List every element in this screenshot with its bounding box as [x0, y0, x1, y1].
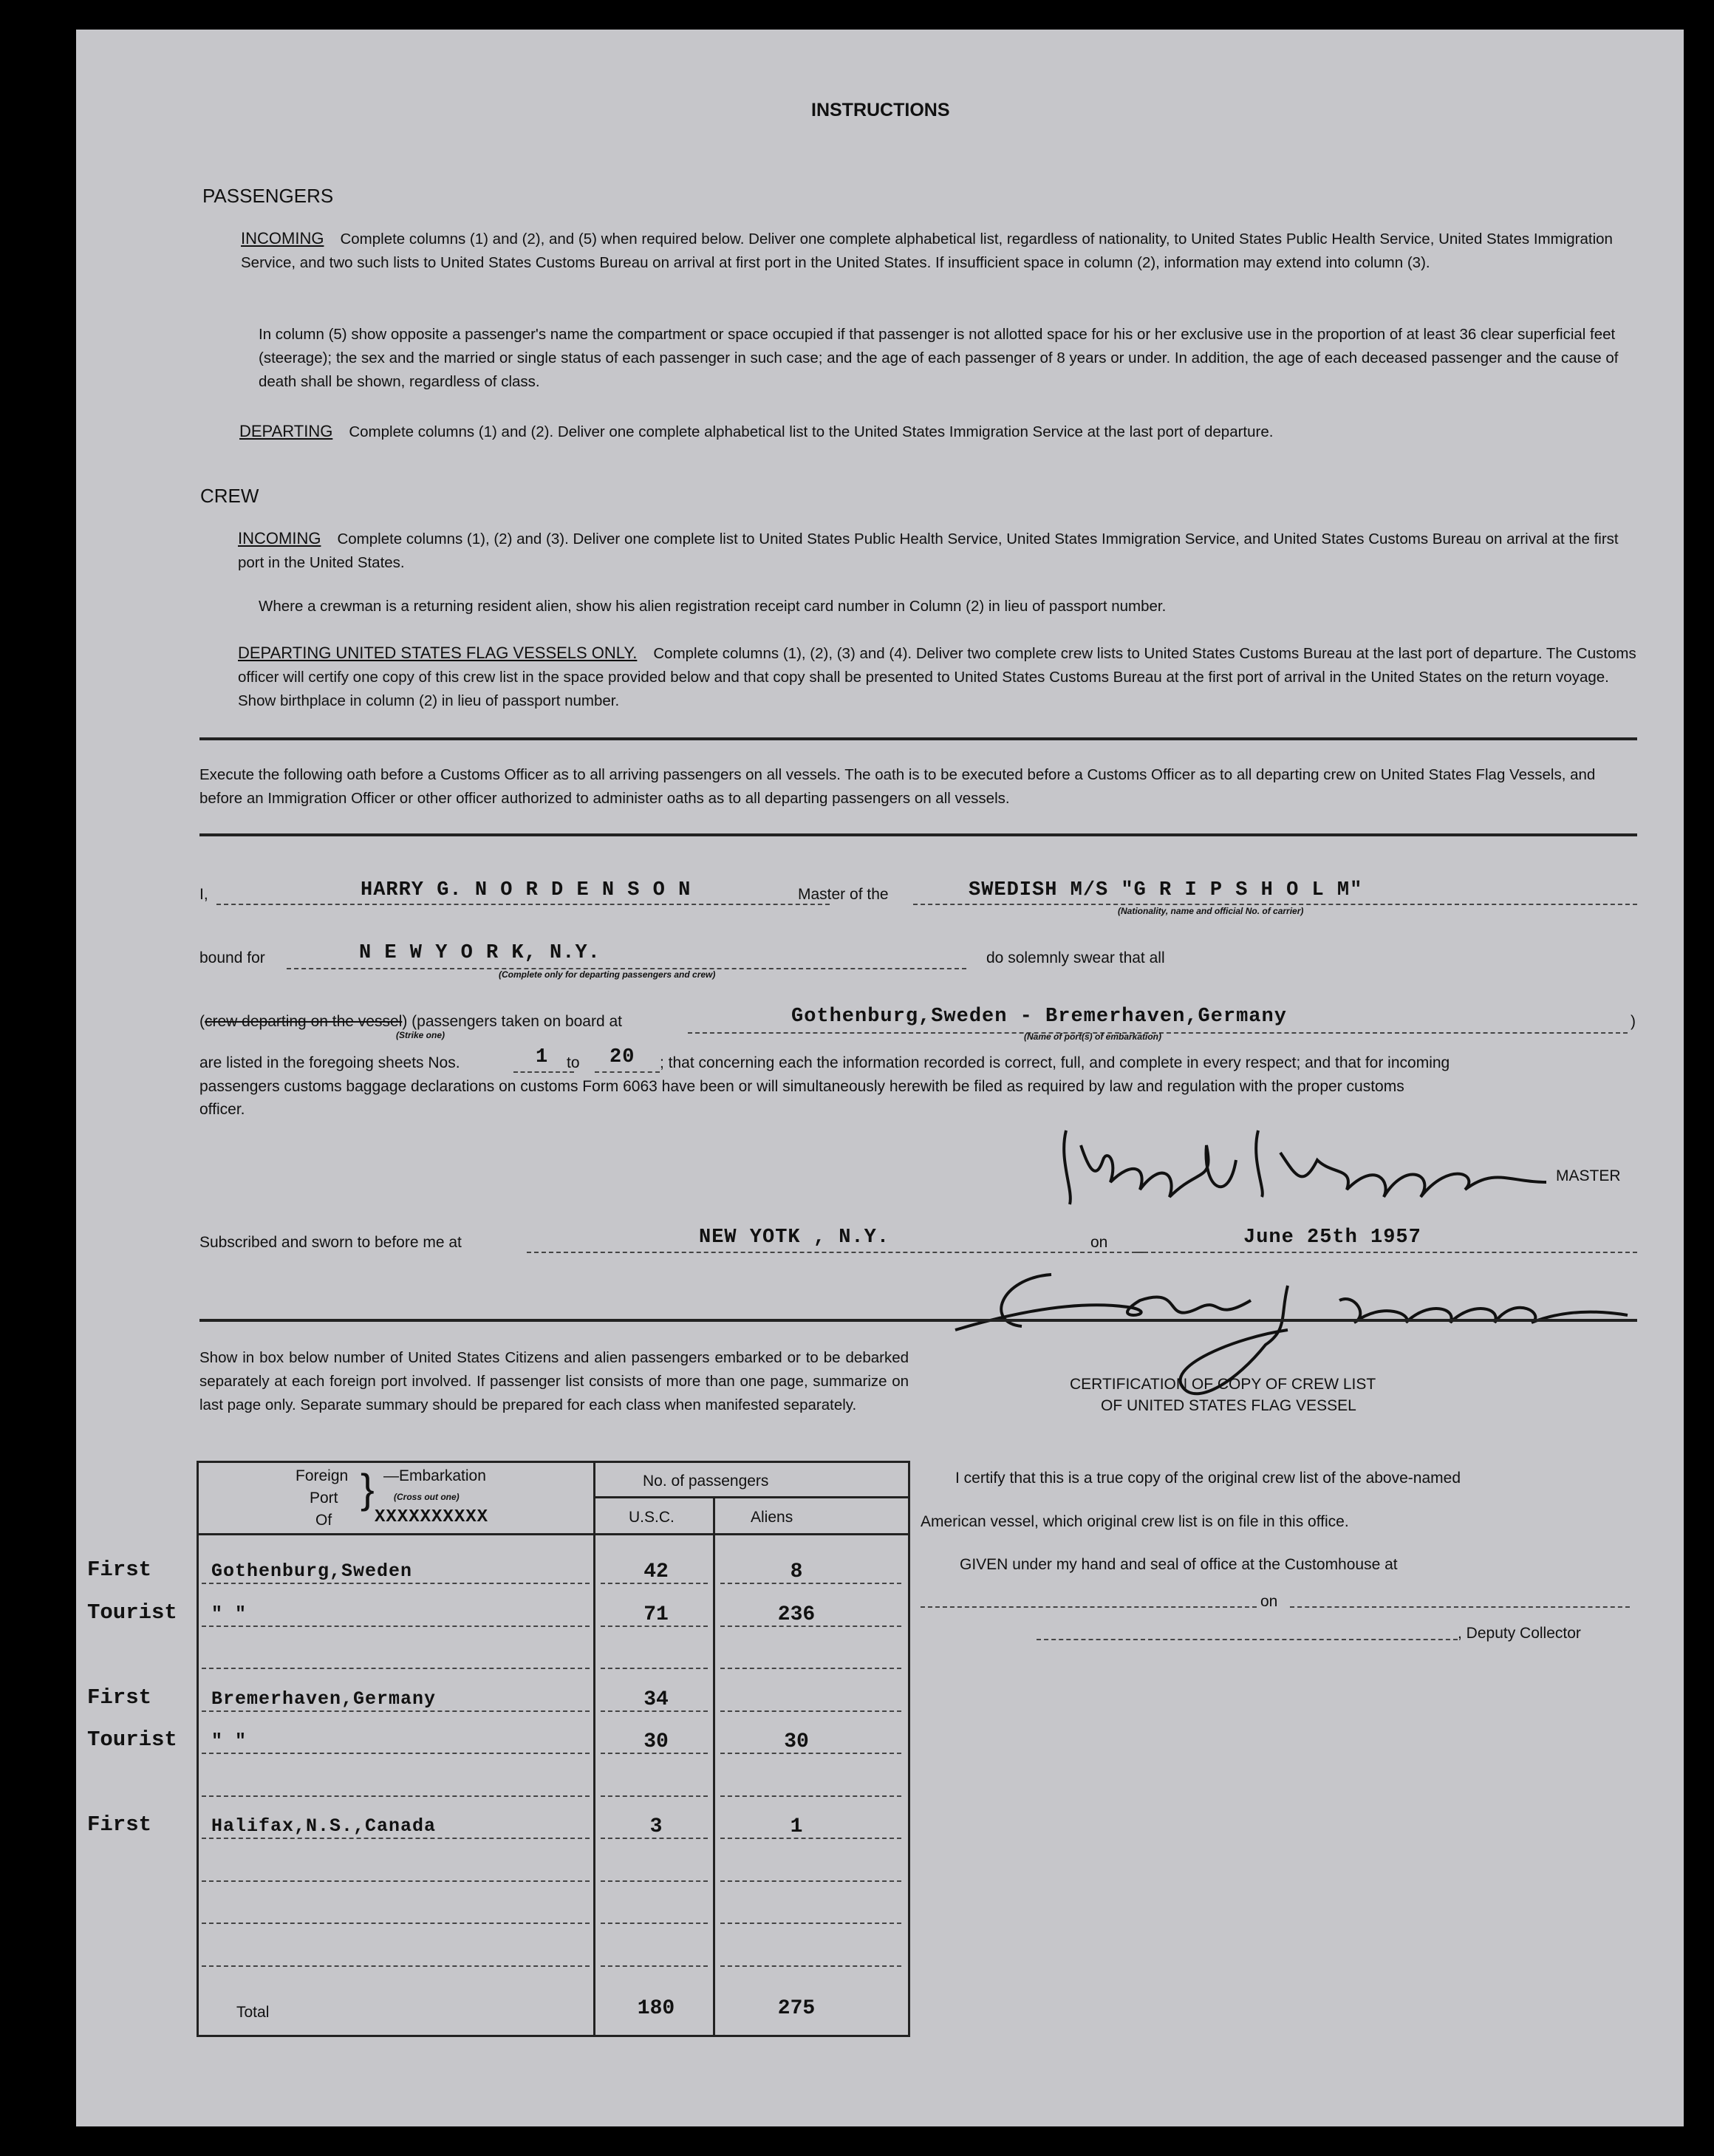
form-sheet: [76, 30, 1684, 2126]
sworn-on-label: on: [1090, 1234, 1108, 1251]
destination: N E W Y O R K, N.Y.: [359, 942, 601, 964]
section-divider: [199, 833, 1637, 836]
deputy-label: , Deputy Collector: [1458, 1625, 1581, 1642]
vessel-name: SWEDISH M/S "G R I P S H O L M": [969, 879, 1363, 901]
swear-text: do solemnly swear that all: [986, 949, 1165, 966]
header-crossout: (Cross out one): [394, 1492, 460, 1502]
row-usc: 3: [649, 1815, 663, 1838]
crew-departing-struck: crew departing on the vessel: [205, 1013, 403, 1030]
close-paren: ): [1631, 1013, 1636, 1030]
vessel-line: [913, 904, 1637, 905]
certification-heading-2: OF UNITED STATES FLAG VESSEL: [1101, 1397, 1356, 1414]
row-line: [601, 1965, 708, 1967]
sheet-to-line: [595, 1071, 660, 1073]
table-subheader-divider: [593, 1496, 908, 1498]
row-line: [202, 1583, 590, 1584]
row-line: [720, 1668, 901, 1669]
header-embarkation: —Embarkation: [383, 1467, 486, 1484]
listed-rest-2: passengers customs baggage declarations on customs Form 6063 have been or will simultaneously herewith be filed as required by law and regulation with the proper customs: [199, 1078, 1404, 1095]
vessel-caption: (Nationality, name and official No. of carrier): [1118, 906, 1304, 916]
header-brace: }: [361, 1465, 375, 1512]
sheet-from-line: [513, 1071, 574, 1073]
passengers-incoming-text: Complete columns (1) and (2), and (5) when required below. Deliver one complete alphabetical list, regardless of nationality, to United States Public Health Service, United States Immigration Service, and two such lists to United States Customs Bureau on arrival at first port in the United States. If insufficient space in column (2), information may extend into column (3).: [241, 231, 1613, 271]
passengers-incoming-label: INCOMING: [241, 229, 324, 248]
deputy-line: [1037, 1639, 1458, 1640]
total-aliens: 275: [777, 1997, 816, 2020]
row-line: [601, 1795, 708, 1797]
passengers-departing-paragraph: [239, 420, 1636, 444]
row-port: Halifax,N.S.,Canada: [211, 1815, 437, 1837]
row-line: [202, 1625, 590, 1627]
embarkation-ports: Gothenburg,Sweden - Bremerhaven,Germany: [791, 1006, 1287, 1028]
strike-options: (crew departing on the vessel) (passengers taken on board at: [199, 1013, 623, 1030]
row-line: [202, 1710, 590, 1712]
passengers-departing-label: DEPARTING: [239, 422, 333, 440]
oath-i-label: I,: [199, 886, 208, 903]
row-port: " ": [211, 1603, 247, 1625]
listed-label: are listed in the foregoing sheets Nos.: [199, 1054, 460, 1071]
row-line: [202, 1880, 590, 1882]
row-line: [601, 1880, 708, 1882]
row-usc: 71: [643, 1603, 669, 1626]
customhouse-line: [921, 1606, 1257, 1608]
row-line: [202, 1838, 590, 1839]
row-usc: 42: [643, 1560, 669, 1583]
passengers-taken-label: ) (passengers taken on board at: [402, 1013, 623, 1030]
sworn-date: June 25th 1957: [1243, 1227, 1421, 1249]
row-port: Gothenburg,Sweden: [211, 1560, 413, 1582]
sheet-from: 1: [536, 1046, 549, 1068]
strike-caption: (Strike one): [396, 1030, 445, 1040]
row-class: Tourist: [87, 1727, 177, 1752]
certification-date-line: [1290, 1606, 1630, 1608]
total-usc: 180: [637, 1997, 675, 2020]
passengers-departing-text: Complete columns (1) and (2). Deliver one complete alphabetical list to the United States Immigration Service at the last port of departure.: [349, 423, 1274, 440]
listed-rest-1: ; that concerning each the information recorded is correct, full, and complete in every respect; and that for incoming: [660, 1054, 1450, 1071]
row-aliens: 8: [790, 1560, 803, 1583]
crew-alien-paragraph: Where a crewman is a returning resident alien, show his alien registration receipt card number in Column (2) in lieu of passport number.: [259, 598, 1167, 615]
crew-incoming-label: INCOMING: [238, 529, 321, 547]
destination-caption: (Complete only for departing passengers and crew): [499, 969, 716, 980]
table-col-divider: [593, 1463, 595, 2035]
row-line: [202, 1668, 590, 1669]
row-usc: 34: [643, 1688, 669, 1711]
sworn-place: NEW YOTK , N.Y.: [699, 1227, 890, 1249]
ports-caption: (Name of port(s) of embarkation): [1024, 1031, 1162, 1042]
row-line: [720, 1923, 901, 1924]
passengers-incoming-paragraph: [241, 227, 1637, 275]
certification-line-2: American vessel, which original crew list is on file in this office.: [921, 1513, 1349, 1530]
listed-rest-3: officer.: [199, 1101, 245, 1118]
passengers-heading: PASSENGERS: [202, 185, 334, 207]
header-port: Port: [310, 1490, 338, 1507]
header-no-passengers: No. of passengers: [643, 1473, 769, 1490]
row-line: [601, 1923, 708, 1924]
crew-departing-text: Complete columns (1), (2), (3) and (4). Deliver two complete crew lists to United States Customs Bureau at the last port of departure. The Customs officer will certify one copy of this crew list in the space provided below and that copy shall be presented to United States Customs Bureau at the first port of arrival in the United States on the return voyage. Show birthplace in column (2) in lieu of passport number.: [238, 645, 1636, 709]
row-line: [720, 1710, 901, 1712]
header-debarkation-crossed: XXXXXXXXXX: [375, 1507, 489, 1527]
row-aliens: 1: [790, 1815, 803, 1838]
master-of-label: Master of the: [798, 886, 889, 903]
sworn-place-line: [527, 1252, 1144, 1253]
row-line: [601, 1668, 708, 1669]
header-foreign: Foreign: [296, 1467, 349, 1484]
sworn-date-line: [1136, 1252, 1637, 1253]
certification-on-label: on: [1260, 1593, 1278, 1610]
master-name-line: [216, 904, 830, 905]
oath-intro: Execute the following oath before a Customs Officer as to all arriving passengers on all vessels. The oath is to be executed before a Customs Officer as to all departing crew on United States Flag Vessels, and before an Immigration Officer or other officer authorized to administer oaths as to all departing passengers on all vessels.: [199, 766, 1596, 807]
sheet-to: 20: [610, 1046, 635, 1068]
row-class: First: [87, 1558, 152, 1582]
row-class: First: [87, 1812, 152, 1837]
row-class: Tourist: [87, 1600, 177, 1625]
total-label: Total: [236, 2004, 270, 2021]
header-aliens: Aliens: [751, 1509, 793, 1526]
row-line: [720, 1965, 901, 1967]
crew-departing-label: DEPARTING UNITED STATES FLAG VESSELS ONLY.: [238, 644, 638, 662]
row-port: " ": [211, 1730, 247, 1752]
to-label: to: [567, 1054, 580, 1071]
section-divider: [199, 1319, 1637, 1322]
row-aliens: 236: [777, 1603, 816, 1626]
header-usc: U.S.C.: [629, 1509, 675, 1526]
row-line: [202, 1965, 590, 1967]
certification-heading-1: CERTIFICATION OF COPY OF CREW LIST: [1070, 1376, 1376, 1393]
master-name: HARRY G. N O R D E N S O N: [361, 879, 692, 901]
header-of: Of: [315, 1512, 332, 1529]
table-col-divider: [713, 1498, 715, 2035]
summary-instructions: Show in box below number of United States Citizens and alien passengers embarked or to be debarked separately at each foreign port involved. If passenger list consists of more than one page, summarize on last page only. Separate summary should be prepared for each class when manifested separately.: [199, 1349, 909, 1413]
crew-departing-paragraph: [238, 641, 1637, 713]
row-line: [202, 1923, 590, 1924]
master-signature-label: MASTER: [1556, 1167, 1621, 1184]
certification-line-3: GIVEN under my hand and seal of office at the Customhouse at: [960, 1556, 1398, 1573]
crew-heading: CREW: [200, 485, 259, 507]
row-class: First: [87, 1685, 152, 1710]
certification-line-1: I certify that this is a true copy of the original crew list of the above-named: [955, 1470, 1461, 1487]
crew-incoming-text: Complete columns (1), (2) and (3). Deliver one complete list to United States Public Health Service, United States Immigration Service, and United States Customs Bureau on arrival at the first port in the United States.: [238, 531, 1619, 571]
passengers-column5-paragraph: In column (5) show opposite a passenger's name the compartment or space occupied if that passenger is not allotted space for his or her exclusive use in the proportion of at least 36 clear superficial feet (steerage); the sex and the married or single status of each passenger in such case; and the age of each passenger of 8 years or under. In addition, the age of each deceased passenger and the cause of death shall be shown, regardless of class.: [259, 326, 1619, 390]
table-header-divider: [199, 1533, 908, 1535]
bound-label: bound for: [199, 949, 265, 966]
page-title: INSTRUCTIONS: [811, 100, 950, 120]
row-line: [202, 1753, 590, 1754]
row-aliens: 30: [784, 1730, 809, 1753]
row-line: [720, 1880, 901, 1882]
master-signature: [1037, 1116, 1568, 1219]
row-line: [202, 1795, 590, 1797]
row-port: Bremerhaven,Germany: [211, 1688, 437, 1710]
subscribed-label: Subscribed and sworn to before me at: [199, 1234, 462, 1251]
row-usc: 30: [643, 1730, 669, 1753]
section-divider: [199, 737, 1637, 740]
crew-incoming-paragraph: [238, 527, 1637, 575]
row-line: [720, 1795, 901, 1797]
